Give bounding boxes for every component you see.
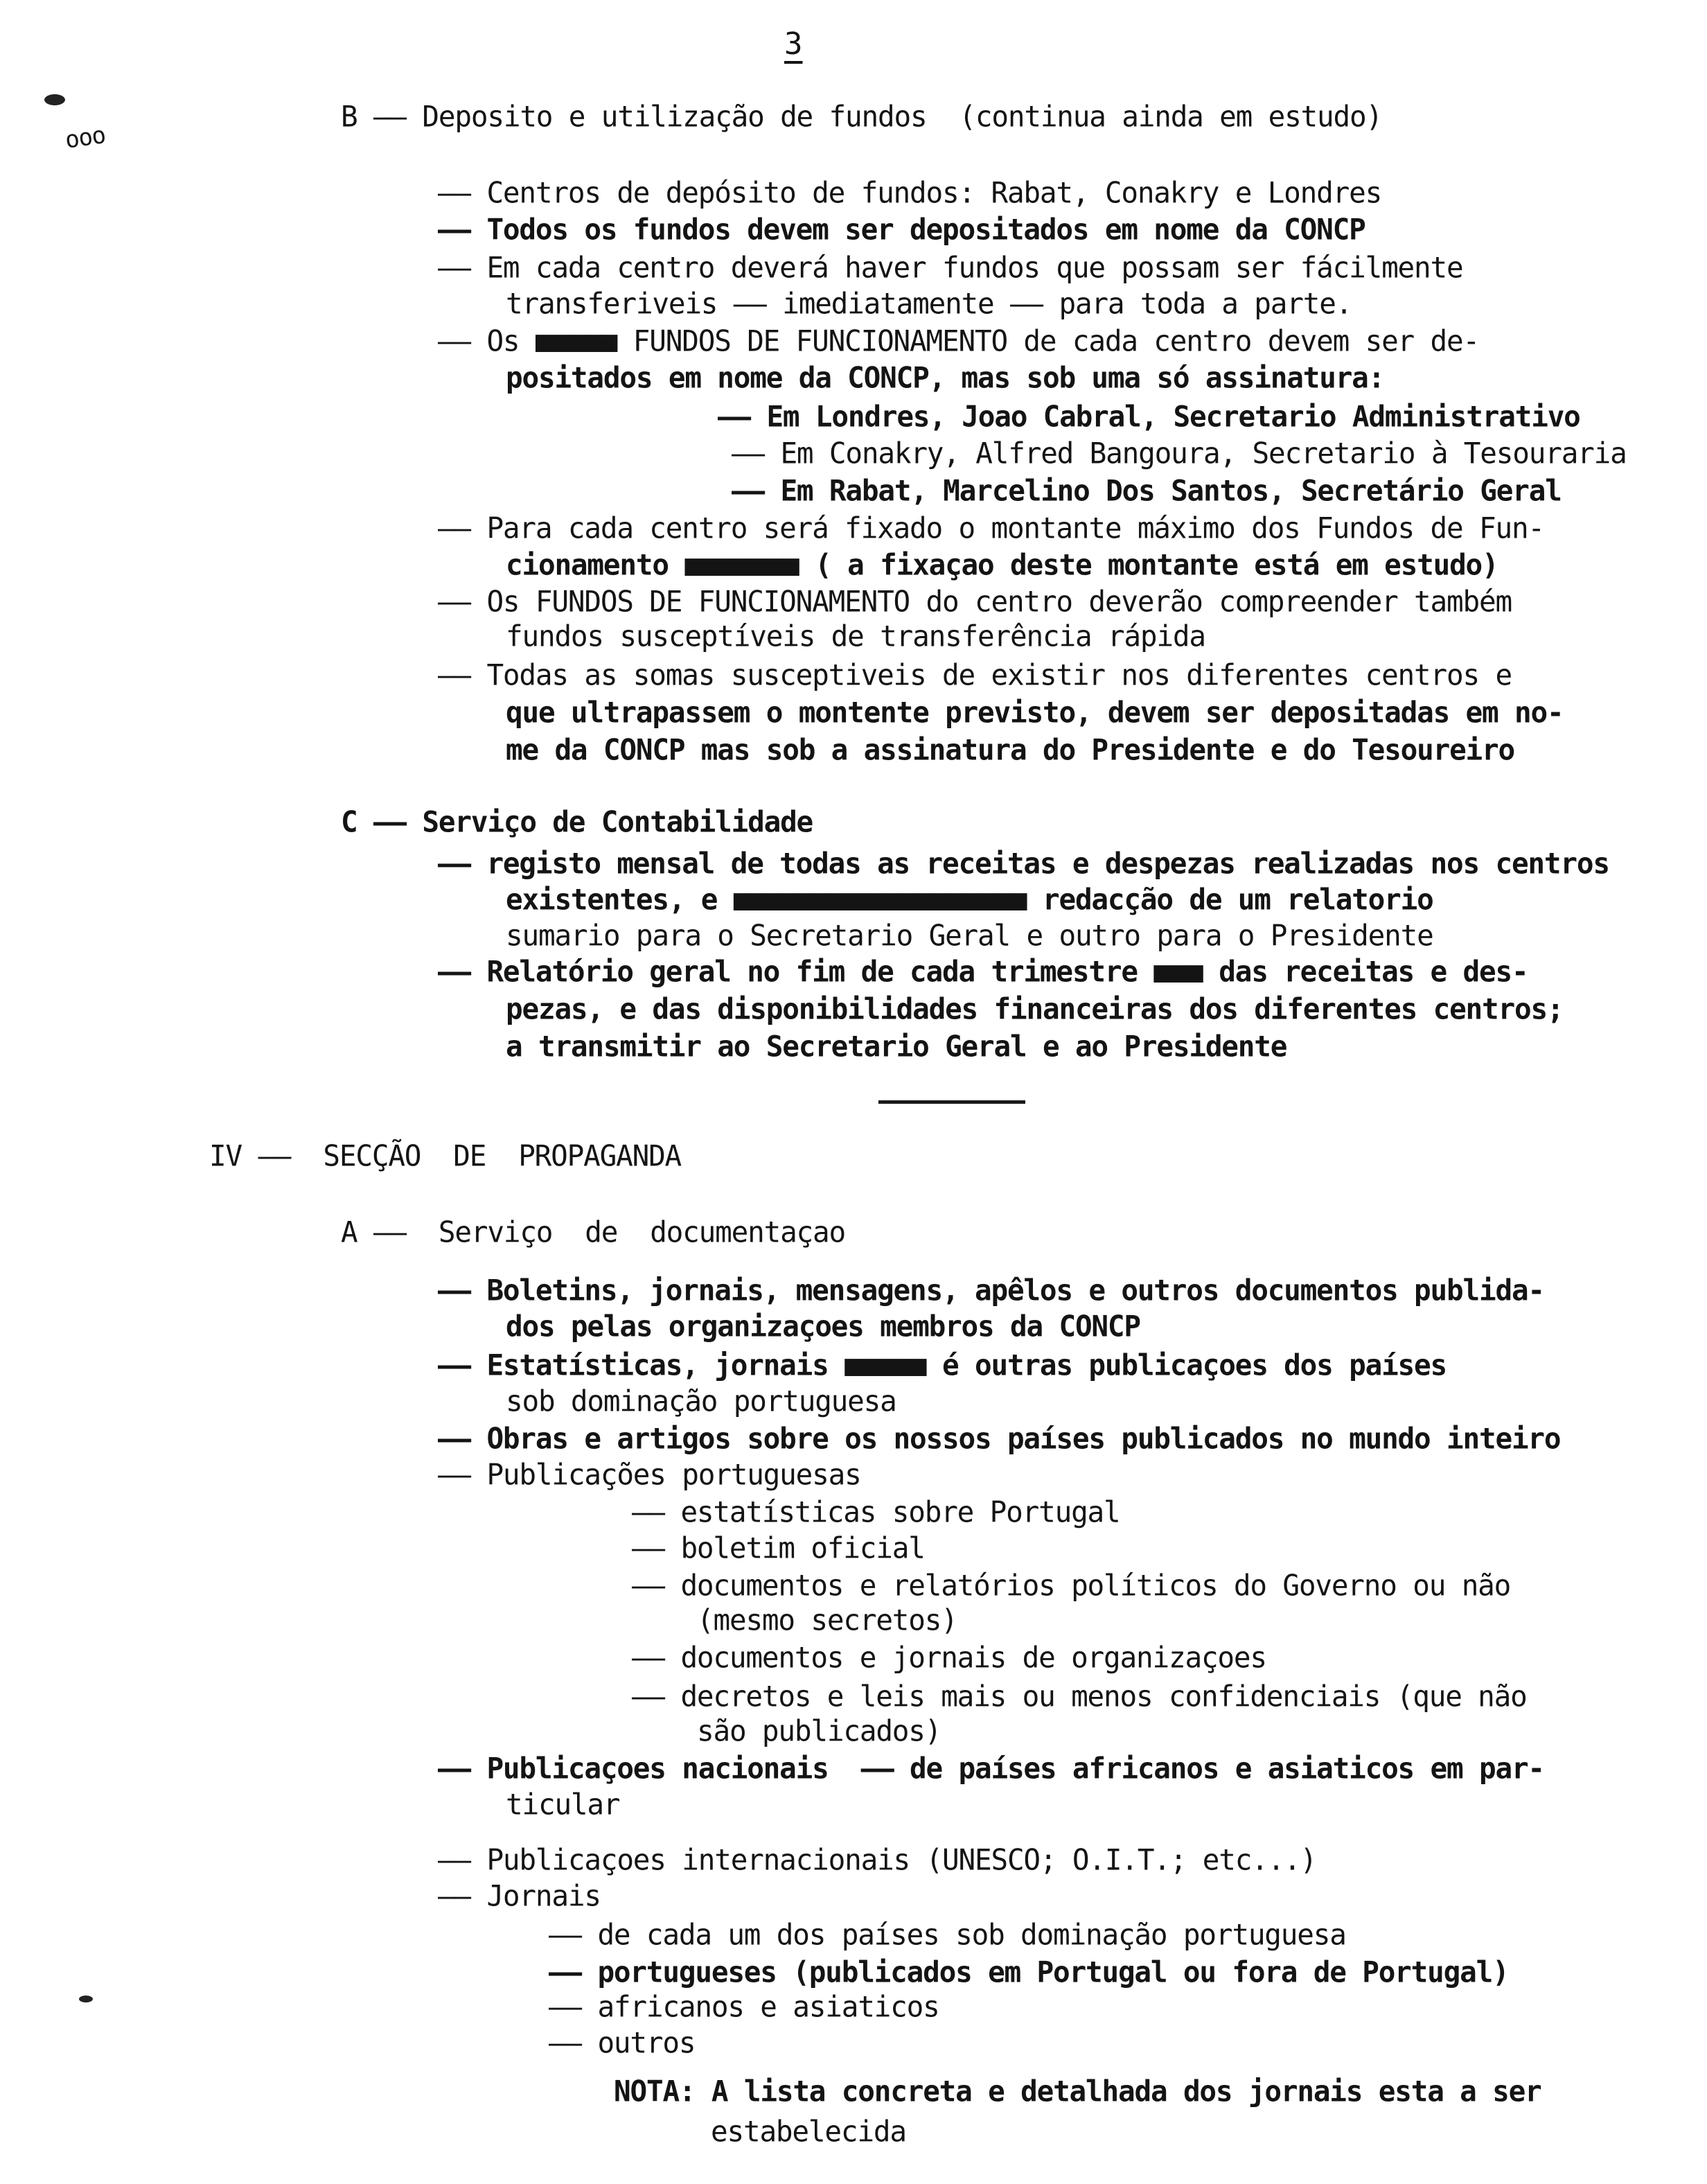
text-line-nota1: NOTA: A lista concreta e detalhada dos jornais esta a ser [614, 2074, 1541, 2108]
text-line-b7b: que ultrapassem o montente previsto, devem ser depositadas em no- [506, 695, 1564, 730]
text-line-c2a: —— Relatório geral no fim de cada trimestre ■■■ das receitas e des- [438, 954, 1528, 989]
text-line-a7a: —— Jornais [438, 1878, 601, 1913]
text-line-b6b: fundos susceptíveis de transferência rápida [506, 619, 1205, 653]
text-line-b4a: —— Os ■■■■■ FUNDOS DE FUNCIONAMENTO de cada centro devem ser de- [438, 324, 1479, 358]
text-line-b7c: me da CONCP mas sob a assinatura do Presidente e do Tesoureiro [506, 732, 1515, 767]
text-line-b6a: —— Os FUNDOS DE FUNCIONAMENTO do centro deverão compreender também [438, 584, 1512, 619]
text-line-b3b: transferiveis —— imediatamente —— para toda a parte. [506, 286, 1352, 321]
text-line-iv-title: IV —— SECÇÃO DE PROPAGANDA [209, 1138, 682, 1173]
text-line-b4d: —— Em Conakry, Alfred Bangoura, Secretario à Tesouraria [732, 436, 1627, 470]
margin-mark: ooo [63, 121, 107, 155]
text-line-a1b: dos pelas organizaçoes membros da CONCP [506, 1309, 1140, 1344]
text-line-a7c: —— portugueses (publicados em Portugal ou fora de Portugal) [549, 1955, 1509, 1989]
text-line-b5b: cionamento ■■■■■■■ ( a fixaçao deste montante está em estudo) [506, 547, 1498, 582]
text-line-c1a: —— registo mensal de todas as receitas e despezas realizadas nos centros [438, 846, 1609, 881]
text-line-a4g: —— decretos e leis mais ou menos confidenciais (que não [632, 1679, 1527, 1714]
text-line-nota2: estabelecida [711, 2114, 906, 2149]
text-line-a5a: —— Publicaçoes nacionais —— de países africanos e asiaticos em par- [438, 1751, 1544, 1786]
text-line-a1a: —— Boletins, jornais, mensagens, apêlos e outros documentos publida- [438, 1273, 1544, 1307]
text-line-a4a: —— Publicações portuguesas [438, 1457, 861, 1492]
text-line-c2b: pezas, e das disponibilidades financeiras dos diferentes centros; [506, 992, 1564, 1026]
text-line-b-title: B —— Deposito e utilização de fundos (continua ainda em estudo) [341, 99, 1382, 134]
text-line-c2c: a transmitir ao Secretario Geral e ao Presidente [506, 1029, 1287, 1064]
text-line-a4e: (mesmo secretos) [697, 1603, 957, 1637]
text-line-b2a: —— Todos os fundos devem ser depositados em nome da CONCP [438, 212, 1365, 247]
text-line-a3a: —— Obras e artigos sobre os nossos países publicados no mundo inteiro [438, 1421, 1561, 1456]
page-number: 3 [784, 26, 803, 62]
text-line-b4c: —— Em Londres, Joao Cabral, Secretario Administrativo [718, 399, 1580, 434]
text-line-a5b: ticular [506, 1787, 620, 1822]
text-line-a2b: sob dominação portuguesa [506, 1384, 896, 1418]
text-line-b5a: —— Para cada centro será fixado o montante máximo dos Fundos de Fun- [438, 511, 1544, 545]
text-line-a4f: —— documentos e jornais de organizaçoes [632, 1640, 1266, 1675]
text-line-b4b: positados em nome da CONCP, mas sob uma só assinatura: [506, 360, 1385, 395]
text-line-a4b: —— estatísticas sobre Portugal [632, 1495, 1120, 1529]
text-line-c-title: C —— Serviço de Contabilidade [341, 804, 813, 839]
text-line-a4d: —— documentos e relatórios políticos do Governo ou não [632, 1568, 1511, 1603]
text-line-a-title: A —— Serviço de documentaçao [341, 1215, 846, 1249]
text-line-a7e: —— outros [549, 2025, 696, 2060]
text-line-a6a: —— Publicaçoes internacionais (UNESCO; O.I.T.; etc...) [438, 1842, 1317, 1877]
text-line-b1a: —— Centros de depósito de fundos: Rabat, Conakry e Londres [438, 175, 1382, 210]
text-line-b4e: —— Em Rabat, Marcelino Dos Santos, Secretário Geral [732, 473, 1562, 508]
text-line-c1b: existentes, e ■■■■■■■■■■■■■■■■■■ redacção de um relatorio [506, 882, 1433, 917]
text-line-a4c: —— boletim oficial [632, 1531, 925, 1565]
text-line-a2a: —— Estatísticas, jornais ■■■■■ é outras publicaçoes dos países [438, 1348, 1447, 1382]
text-line-c1c: sumario para o Secretario Geral e outro para o Presidente [506, 918, 1433, 953]
text-line-a4h: são publicados) [697, 1714, 941, 1748]
ink-mark [44, 94, 65, 105]
text-line-b3a: —— Em cada centro deverá haver fundos que possam ser fácilmente [438, 250, 1463, 285]
text-line-a7b: —— de cada um dos países sob dominação portuguesa [549, 1917, 1346, 1952]
section-divider [878, 1100, 1025, 1104]
text-line-a7d: —— africanos e asiaticos [549, 1989, 939, 2024]
ink-mark [79, 1996, 93, 2002]
text-line-b7a: —— Todas as somas susceptiveis de existir nos diferentes centros e [438, 658, 1512, 692]
